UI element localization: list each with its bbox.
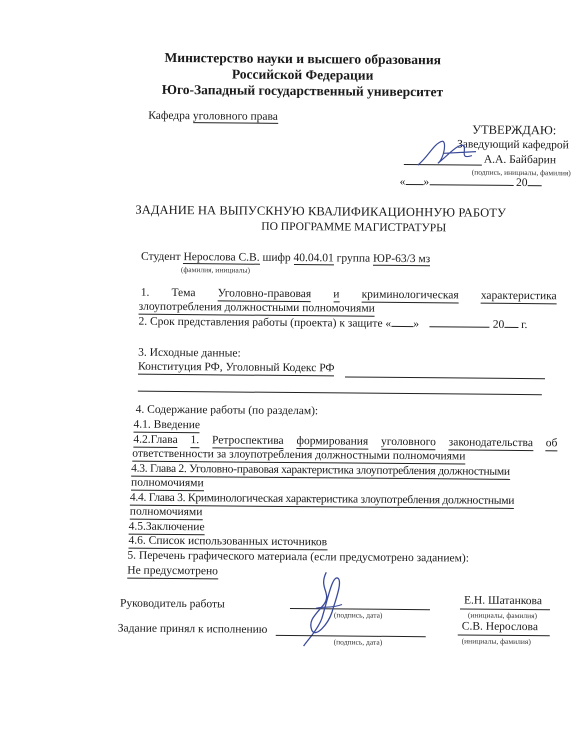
ministry-line: Министерство науки и высшего образования [164,49,442,68]
accepted-name: С.В. Нерослова [461,620,539,634]
accepted-name-caption: (инициалы, фамилия) [461,636,531,647]
department-label: Кафедра [148,109,191,123]
document-title: ЗАДАНИЕ НА ВЫПУСКНУЮ КВАЛИФИКАЦИОННУЮ РАБОТУ [135,202,507,220]
theme-line-1: 1. Тема Уголовно-правовая и криминологическая характеристика [140,286,557,303]
student-group-label: группа [336,252,371,265]
deadline-year: 20 [492,318,505,331]
content-item-2-cont: ответственности за злоупотребления должностными полномочиями [132,447,466,463]
content-item-6: 4.6. Список использованных источников [128,534,328,549]
student-code: 40.04.01 [293,252,334,265]
deadline-label: 2. Срок представления работы (проекта) к защите « [138,315,392,330]
graphics-label: 5. Перечень графического материала (если предусмотрено заданием): [127,549,469,565]
content-item-3: 4.3. Глава 2. Уголовно-правовая характеристика злоупотребления должностными [131,462,510,478]
approval-signature [414,135,484,170]
supervisor-name-caption: (инициалы, фамилия) [467,610,538,621]
approval-name: А.А. Байбарин [483,153,557,167]
source-line-1 [345,376,545,379]
student-code-label: шифр [262,251,291,265]
student-row [141,252,430,266]
deadline-row [138,317,527,332]
accepted-sign-caption: (подпись, дата) [333,637,383,647]
student-caption: (фамилия, инициалы) [180,265,251,275]
content-item-2: 4.2.Глава 1. Ретроспектива формирования уголовного законодательства об [133,433,558,450]
source-label: 3. Исходные данные: [138,346,241,360]
supervisor-sign-caption: (подпись, дата) [333,610,383,620]
theme-number: 1. [140,286,150,299]
approval-title: УТВЕРЖДАЮ: [472,122,557,138]
content-label: 4. Содержание работы (по разделам): [135,403,319,418]
deadline-close: » [413,318,420,331]
deadline-g: г. [521,319,528,332]
theme-label: Тема [171,286,196,300]
approval-date-open: « [399,175,406,188]
document-subtitle: ПО ПРОГРАММЕ МАГИСТРАТУРЫ [261,220,447,235]
student-label: Студент [140,250,181,264]
approval-caption: (подпись, инициалы, фамилия) [471,167,571,178]
approval-position: Заведующий кафедрой [456,138,569,152]
university-line: Юго-Западный государственный университет [161,81,444,100]
source-value: Конституция РФ, Уголовный Кодекс РФ [138,360,335,375]
supervisor-name: Е.Н. Шатанкова [463,594,543,608]
theme-line-2: злоупотребления должностными полномочиями [138,300,375,315]
approval-year: 20 [516,176,528,190]
content-item-3-cont: полномочиями [131,476,204,490]
supervisor-label: Руководитель работы [119,597,225,611]
content-item-4-cont: полномочиями [129,505,203,519]
content-item-5: 4.5.Заключение [128,520,205,534]
approval-date [400,177,542,190]
department-row [148,111,278,124]
student-group: ЮР-63/3 мз [373,252,431,266]
department-value: уголовного права [192,110,278,123]
student-name: Нерослова С.В. [183,251,260,264]
source-line-2 [138,391,542,396]
accepted-label: Задание принял к исполнению [117,622,268,636]
approval-date-mid: » [423,176,430,189]
graphics-value: Не предусмотрено [127,564,219,578]
content-item-4: 4.4. Глава 3. Криминологическая характеристика злоупотребления должностными [129,491,515,507]
content-item-1: 4.1. Введение [133,418,201,432]
federation-line: Российской Федерации [231,66,374,83]
